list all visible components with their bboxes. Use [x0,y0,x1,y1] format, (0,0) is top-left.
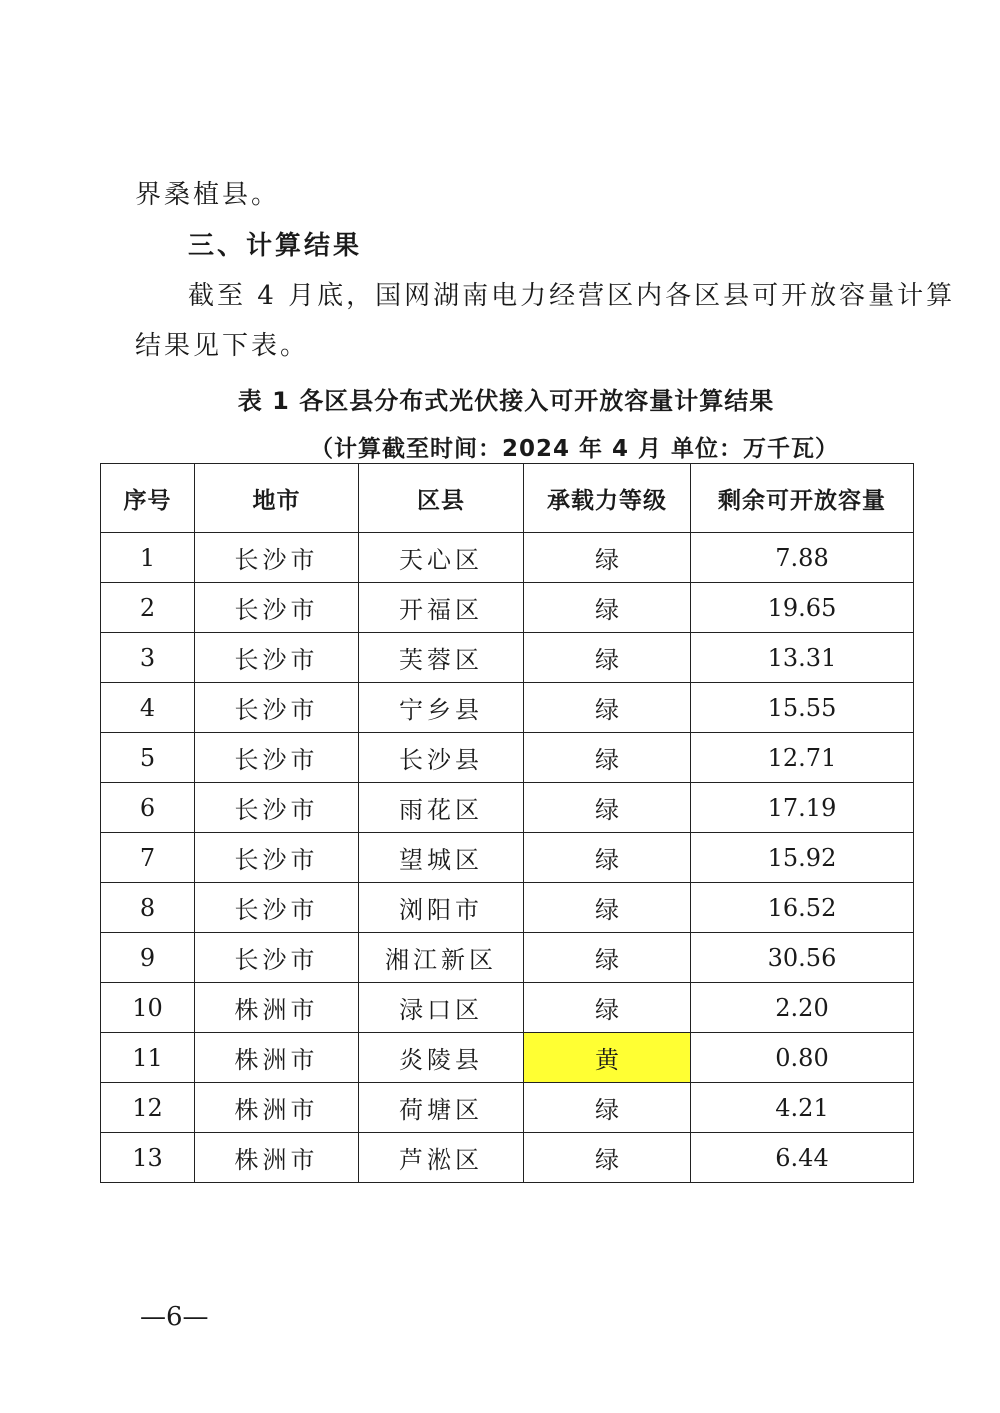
cell-level: 绿 [524,633,691,683]
cell-no: 6 [101,783,195,833]
cell-city: 长沙市 [195,583,359,633]
cell-city: 株洲市 [195,983,359,1033]
cell-level: 绿 [524,833,691,883]
table-row [101,883,914,933]
table-row [101,1033,914,1083]
cell-capacity: 16.52 [691,883,914,933]
cell-no: 13 [101,1133,195,1183]
table-title: 表 1 各区县分布式光伏接入可开放容量计算结果 [237,387,775,415]
cell-capacity: 15.55 [691,683,914,733]
cell-level: 绿 [524,533,691,583]
cell-county: 芙蓉区 [359,633,524,683]
cell-county: 浏阳市 [359,883,524,933]
cell-county: 开福区 [359,583,524,633]
cell-level: 绿 [524,583,691,633]
table-row [101,733,914,783]
table-row [101,783,914,833]
cell-city: 株洲市 [195,1033,359,1083]
cell-city: 长沙市 [195,783,359,833]
cell-capacity: 30.56 [691,933,914,983]
cell-city: 长沙市 [195,683,359,733]
header-level: 承载力等级 [524,464,691,533]
paragraph-line: 截至 4 月底，国网湖南电力经营区内各区县可开放容量计算 [188,281,956,311]
cell-county: 长沙县 [359,733,524,783]
cell-city: 长沙市 [195,933,359,983]
table-body [101,533,914,1183]
header-capacity: 剩余可开放容量 [691,464,914,533]
table-row [101,1083,914,1133]
cell-no: 3 [101,633,195,683]
section-heading: 三、计算结果 [188,231,363,261]
table-header-row [101,464,914,533]
cell-capacity: 2.20 [691,983,914,1033]
cell-capacity: 0.80 [691,1033,914,1083]
cell-county: 渌口区 [359,983,524,1033]
cell-capacity: 15.92 [691,833,914,883]
cell-level: 绿 [524,1133,691,1183]
cell-capacity: 6.44 [691,1133,914,1183]
cell-no: 1 [101,533,195,583]
cell-county: 湘江新区 [359,933,524,983]
table-subtitle: （计算截至时间：2024 年 4 月 单位：万千瓦） [310,436,840,462]
table-row [101,833,914,883]
cell-no: 8 [101,883,195,933]
header-city: 地市 [195,464,359,533]
cell-no: 12 [101,1083,195,1133]
cell-level: 绿 [524,1083,691,1133]
paragraph-line: 结果见下表。 [135,331,310,361]
table-row [101,683,914,733]
cell-capacity: 13.31 [691,633,914,683]
cell-county: 天心区 [359,533,524,583]
capacity-table [100,463,914,1183]
cell-city: 长沙市 [195,883,359,933]
cell-level: 绿 [524,933,691,983]
cell-level: 绿 [524,783,691,833]
cell-level: 绿 [524,733,691,783]
cell-city: 株洲市 [195,1083,359,1133]
cell-no: 2 [101,583,195,633]
cell-no: 10 [101,983,195,1033]
table-row [101,583,914,633]
table-row [101,1133,914,1183]
cell-city: 长沙市 [195,733,359,783]
page-number: —6— [140,1302,209,1332]
cell-capacity: 7.88 [691,533,914,583]
cell-capacity: 4.21 [691,1083,914,1133]
table-row [101,983,914,1033]
table-row [101,533,914,583]
cell-county: 雨花区 [359,783,524,833]
cell-no: 9 [101,933,195,983]
cell-level: 绿 [524,983,691,1033]
cell-city: 株洲市 [195,1133,359,1183]
cell-county: 炎陵县 [359,1033,524,1083]
cell-level: 绿 [524,883,691,933]
cell-county: 宁乡县 [359,683,524,733]
cell-capacity: 17.19 [691,783,914,833]
cell-no: 4 [101,683,195,733]
cell-no: 11 [101,1033,195,1083]
header-county: 区县 [359,464,524,533]
cell-level: 绿 [524,683,691,733]
cell-city: 长沙市 [195,633,359,683]
table-row [101,933,914,983]
cell-no: 7 [101,833,195,883]
cell-level: 黄 [524,1033,691,1083]
table-row [101,633,914,683]
cell-no: 5 [101,733,195,783]
paragraph-continuation: 界桑植县。 [135,180,281,210]
cell-city: 长沙市 [195,833,359,883]
cell-capacity: 12.71 [691,733,914,783]
header-no: 序号 [101,464,195,533]
cell-county: 望城区 [359,833,524,883]
cell-county: 荷塘区 [359,1083,524,1133]
cell-city: 长沙市 [195,533,359,583]
cell-capacity: 19.65 [691,583,914,633]
cell-county: 芦淞区 [359,1133,524,1183]
